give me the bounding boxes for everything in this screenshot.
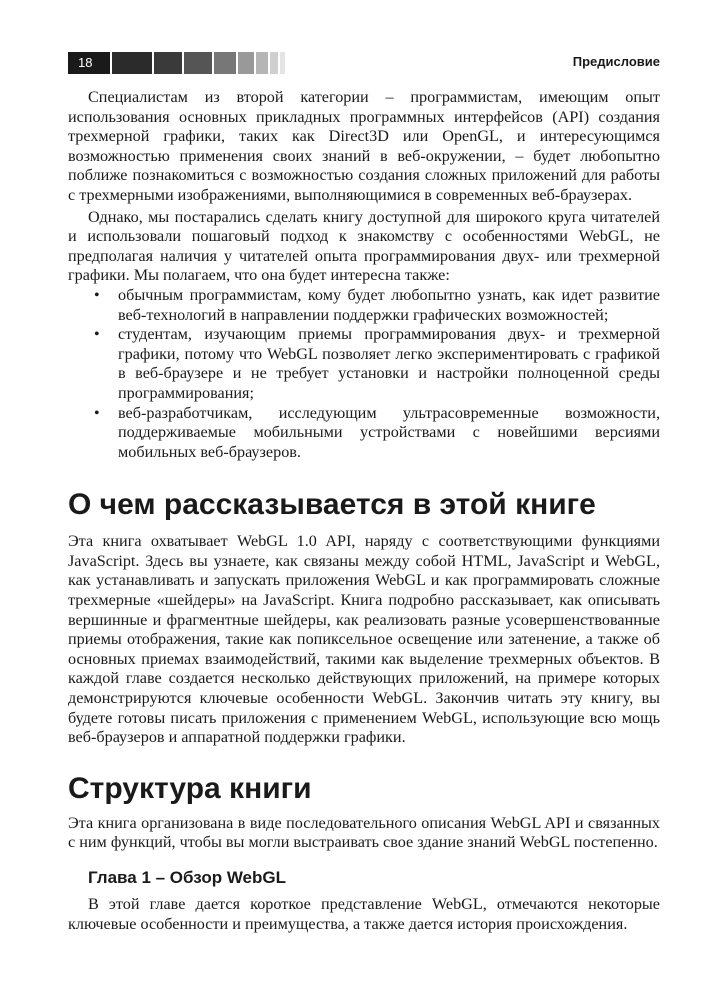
chapter-1-heading: Глава 1 – Обзор WebGL	[88, 868, 287, 887]
header-bar-6	[256, 52, 268, 74]
running-head: Предисловие	[572, 54, 660, 69]
audience-list	[68, 286, 660, 462]
structure-paragraph: Эта книга организована в виде последовательного описания WebGL API и связанных с ним функций, чтобы вы могли выстраивать свое здание знаний WebGL постепенно.	[68, 813, 660, 852]
about-paragraph: Эта книга охватывает WebGL 1.0 API, наряду с соответствующими функциями JavaScript. Здесь вы узнаете, как связаны между собой HTML, JavaScript и WebGL, как устанавливать и запускать приложения WebGL и как программировать сложные трехмерные «шейдеры» на JavaScript. Книга подробно рассказывает, как описывать вершинные и фрагментные шейдеры, как реализовать разные усовершенствованные приемы отображения, такие как попиксельное освещение или затенение, а также об основных приемах взаимодействий, такими как выделение трехмерных объектов. В каждой главе создается несколько действующих приложений, на примере которых демонстрируются ключевые особенности WebGL. Закончив читать эту книгу, вы будете готовы писать приложения с применением WebGL, использующие всю мощь веб-браузеров и аппаратной поддержки графики.	[68, 532, 660, 747]
section-heading-structure: Структура книги	[68, 771, 312, 805]
header-bar-4	[214, 52, 236, 74]
page-content	[68, 88, 660, 934]
list-item: • веб-разработчикам, исследующим ультрасовременные возможности, поддерживаемые мобильными устройствами с новейшими версиями мобильных веб-браузеров.	[68, 404, 660, 463]
header-bar-2	[154, 52, 182, 74]
intro-paragraph-1: Специалистам из второй категории – программистам, имеющим опыт использования основных прикладных программных интерфейсов (API) создания трехмерной графики, таких как Direct3D или OpenGL, и интересующимся возможностью применения своих знаний в веб-окружении, – будет любопытно поближе познакомиться с возможностью создания сложных приложений для работы с трехмерными изображениями, выполняющимися в современных веб-браузерах.	[68, 88, 660, 204]
section-heading-about: О чем рассказывается в этой книге	[68, 488, 596, 522]
header-bar-3	[184, 52, 212, 74]
chapter-1-paragraph: В этой главе дается короткое представление WebGL, отмечаются некоторые ключевые особенности и преимущества, а также дается история происхождения.	[68, 895, 660, 933]
intro-paragraph-2: Однако, мы постарались сделать книгу доступной для широкого круга читателей и использовали пошаговый подход к знакомству с особенностями WebGL, не предполагая наличия у читателей опыта программирования двух- или трехмерной графики. Мы полагаем, что она будет интересна также:	[68, 207, 660, 285]
list-item: • обычным программистам, кому будет любопытно узнать, как идет развитие веб-технологий в направлении поддержки графических возможностей;	[68, 286, 660, 325]
header-bar-1	[112, 52, 152, 74]
header-bar-5	[238, 52, 254, 74]
header-bar-8	[280, 52, 285, 74]
page-header	[68, 52, 660, 76]
header-bar-7	[270, 52, 278, 74]
page-number: 18	[68, 52, 110, 74]
list-item: • студентам, изучающим приемы программирования двух- и трехмерной графики, потому что WebGL позволяет легко экспериментировать с графикой в веб-браузере и не требует установки и настройки полноценной среды программирования;	[68, 325, 660, 403]
